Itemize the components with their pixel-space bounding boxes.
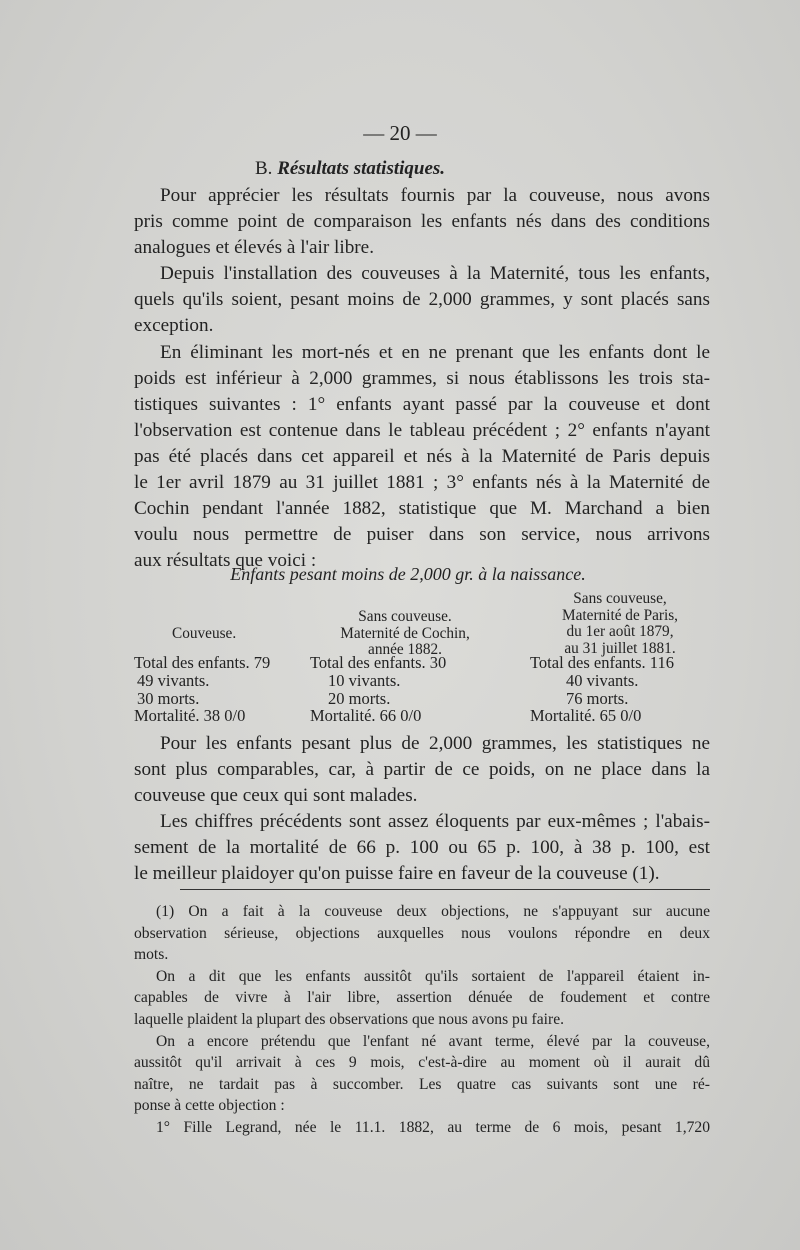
text-line: observation sérieuse, objections auxquelles nous voulons répondre en deux bbox=[134, 924, 710, 942]
text-line: capables de vivre à l'air libre, assertion dénuée de foudement et contre bbox=[134, 989, 710, 1007]
header-line: du 1er août 1879, bbox=[566, 623, 674, 640]
text-line: analogues et élevés à l'air libre. bbox=[134, 237, 374, 259]
table-cell: 49 vivants. bbox=[137, 670, 210, 690]
column-header bbox=[172, 626, 236, 643]
text-line: Depuis l'installation des couveuses à la Maternité, tous les enfants, bbox=[160, 263, 710, 285]
section-letter: B. bbox=[255, 158, 273, 179]
text-line: On a encore prétendu que l'enfant né avant terme, élevé par la couveuse, bbox=[156, 1032, 710, 1050]
text-line: Pour apprécier les résultats fournis par la couveuse, nous avons bbox=[160, 185, 710, 206]
column-rows bbox=[530, 654, 674, 725]
text-line: aux résultats que voici : bbox=[134, 550, 317, 572]
header-line: Sans couveuse, bbox=[573, 590, 667, 607]
table-cell: Total des enfants. 30 bbox=[310, 653, 447, 672]
text-line: pas été placés dans cet appareil et nés à la Maternité de Paris depuis bbox=[134, 445, 710, 467]
text-line: poids est inférieur à 2,000 grammes, si nous établissons les trois sta- bbox=[134, 367, 710, 389]
text-line: aussitôt qu'il arrivait à ces 9 mois, c'est-à-dire au moment où il aurait dû bbox=[134, 1054, 710, 1072]
main-text bbox=[134, 183, 710, 574]
header-line: Maternité de Cochin, bbox=[340, 624, 470, 642]
text-line: Cochin pendant l'année 1882, statistique que M. Marchand a bien bbox=[134, 498, 710, 520]
paragraph-2 bbox=[134, 261, 710, 339]
section-heading bbox=[255, 158, 445, 180]
text-line: Pour les enfants pesant plus de 2,000 grammes, les statistiques ne bbox=[160, 733, 710, 754]
table-cell: Mortalité. 38 0/0 bbox=[134, 706, 246, 726]
table-cell: Total des enfants. 79 bbox=[134, 653, 271, 672]
header-line: au 31 juillet 1881. bbox=[564, 639, 676, 657]
text-line: exception. bbox=[134, 315, 214, 337]
table-cell: 10 vivants. bbox=[328, 670, 401, 690]
footnote-divider bbox=[180, 889, 710, 890]
paragraph-5 bbox=[134, 809, 710, 887]
table-cell: 30 morts. bbox=[137, 688, 200, 708]
text-line: couveuse que ceux qui sont malades. bbox=[134, 785, 418, 807]
text-line: (1) On a fait à la couveuse deux objections, ne s'appuyant sur aucune bbox=[156, 903, 710, 920]
text-line: le meilleur plaidoyer qu'on puisse faire en faveur de la couveuse (1). bbox=[134, 863, 660, 885]
column-rows bbox=[134, 654, 270, 725]
table-cell: Total des enfants. 116 bbox=[530, 653, 674, 672]
text-line: On a dit que les enfants aussitôt qu'ils sortaient de l'appareil étaient in- bbox=[156, 967, 710, 985]
table-cell: Mortalité. 65 0/0 bbox=[530, 706, 642, 726]
text-line: naître, ne tardait pas à succomber. Les quatre cas suivants sont une ré- bbox=[134, 1075, 710, 1093]
footnote bbox=[134, 901, 710, 1139]
footnote-paragraph-4 bbox=[134, 1117, 710, 1139]
header-line: année 1882. bbox=[368, 641, 442, 658]
header-line: Sans couveuse. bbox=[358, 608, 452, 625]
text-line: quels qu'ils soient, pesant moins de 2,000 grammes, y sont placés sans bbox=[134, 289, 710, 311]
table-cell: 40 vivants. bbox=[566, 670, 639, 690]
header-line: Couveuse. bbox=[172, 625, 237, 642]
footnote-paragraph-3 bbox=[134, 1031, 710, 1117]
page-number: — 20 — bbox=[363, 121, 437, 145]
header-line: Maternité de Paris, bbox=[562, 606, 678, 624]
footnote-paragraph-1 bbox=[134, 901, 710, 966]
paragraph-4 bbox=[134, 731, 710, 809]
text-line: mots. bbox=[134, 946, 169, 964]
section-title: Résultats statistiques. bbox=[277, 158, 446, 179]
main-text-continued bbox=[134, 731, 710, 888]
text-line: le 1er avril 1879 au 31 juillet 1881 ; 3° enfants nés à la Maternité de bbox=[134, 472, 710, 494]
paragraph-1 bbox=[134, 183, 710, 261]
text-line: tistiques suivantes : 1° enfants ayant passé par la couveuse et dont bbox=[134, 393, 710, 415]
text-line: En éliminant les mort-nés et en ne prenant que les enfants dont le bbox=[160, 341, 710, 363]
column-header bbox=[530, 591, 710, 657]
text-line: sement de la mortalité de 66 p. 100 ou 65 p. 100, à 38 p. 100, est bbox=[134, 837, 710, 859]
text-line: sont plus comparables, car, à partir de ce poids, on ne place dans la bbox=[134, 759, 710, 781]
paragraph-3 bbox=[134, 340, 710, 575]
table-cell: Mortalité. 66 0/0 bbox=[310, 706, 422, 726]
table-cell: 76 morts. bbox=[566, 688, 629, 708]
text-line: laquelle plaident la plupart des observations que nous avons pu faire. bbox=[134, 1010, 565, 1028]
footnote-paragraph-2 bbox=[134, 966, 710, 1031]
table-cell: 20 morts. bbox=[328, 688, 391, 708]
text-line: l'observation est contenue dans le tableau précédent ; 2° enfants n'ayant bbox=[134, 419, 710, 441]
column-rows bbox=[310, 654, 446, 725]
text-line: ponse à cette objection : bbox=[134, 1097, 285, 1115]
text-line: Les chiffres précédents sont assez éloquents par eux-mêmes ; l'abais- bbox=[160, 811, 710, 833]
text-line: 1° Fille Legrand, née le 11.1. 1882, au terme de 6 mois, pesant 1,720 bbox=[156, 1118, 710, 1136]
column-header bbox=[310, 609, 500, 659]
table-title: Enfants pesant moins de 2,000 gr. à la naissance. bbox=[230, 564, 586, 584]
text-line: pris comme point de comparaison les enfants nés dans des conditions bbox=[134, 211, 710, 233]
text-line: voulu nous permettre de puiser dans son service, nous arrivons bbox=[134, 524, 710, 546]
